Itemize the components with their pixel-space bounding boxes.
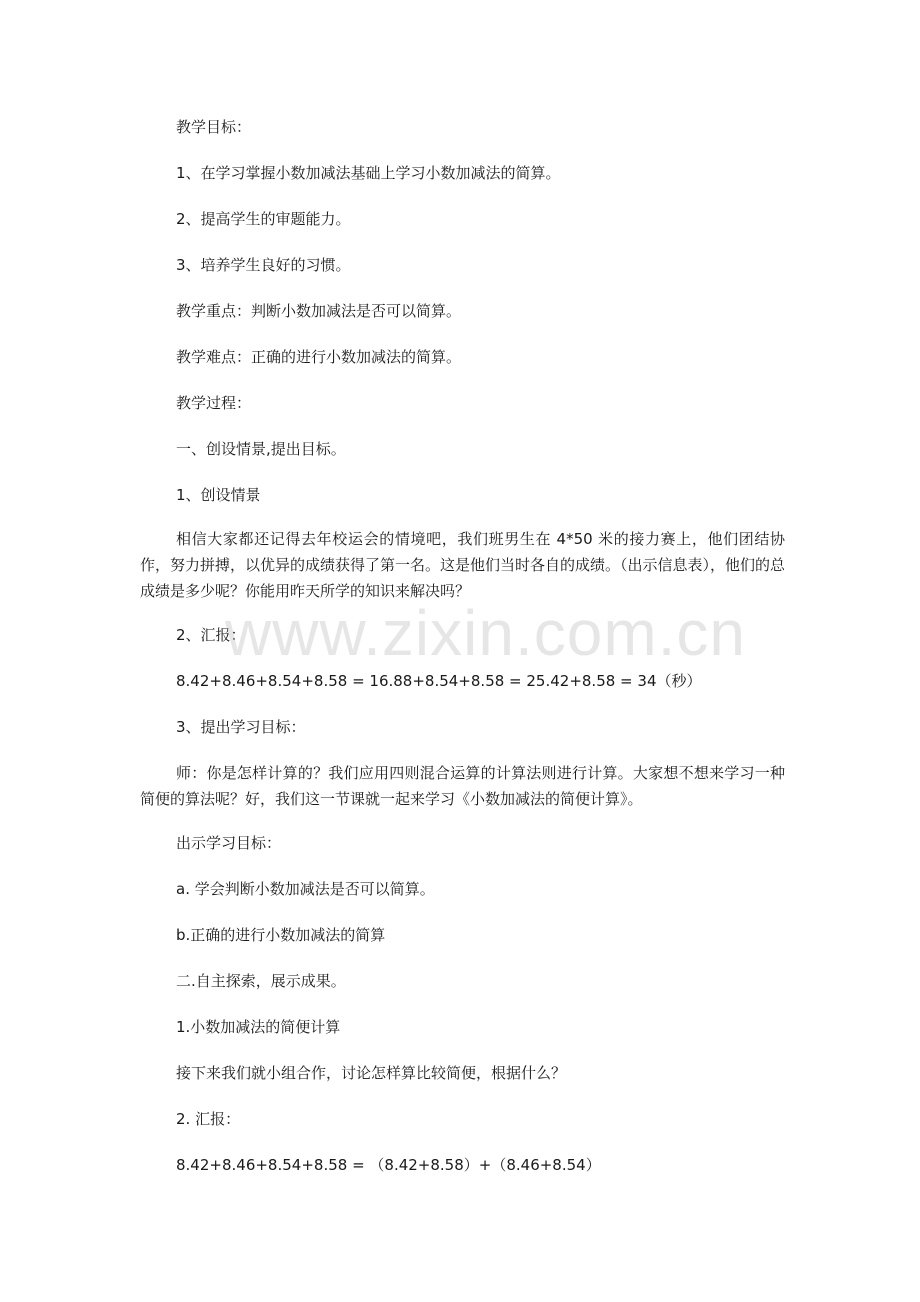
- goals-heading: 教学目标：: [176, 118, 252, 136]
- goal-b: b.正确的进行小数加减法的简算: [176, 926, 386, 944]
- group-work-line: 接下来我们就小组合作，讨论怎样算比较简便，根据什么？: [176, 1064, 567, 1082]
- difficult-point: 教学难点：正确的进行小数加减法的简算。: [176, 348, 462, 366]
- key-point: 教学重点：判断小数加减法是否可以简算。: [176, 302, 462, 320]
- calculation-line-1: 8.42+8.46+8.54+8.58 = 16.88+8.54+8.58 = 25.42+8.58 = 34（秒）: [176, 672, 702, 690]
- teacher-paragraph: 师：你是怎样计算的？我们应用四则混合运算的计算法则进行计算。大家想不想来学习一种简便的算法呢？好，我们这一节课就一起来学习《小数加减法的简便计算》。: [140, 764, 785, 808]
- section-heading-1: 一、创设情景,提出目标。: [176, 440, 346, 458]
- goal-item-2: 2、提高学生的审题能力。: [176, 210, 351, 228]
- step-heading-2: 2、汇报：: [176, 626, 246, 644]
- watermark: www.zixin.com.cn: [225, 597, 746, 669]
- goal-a: a. 学会判断小数加减法是否可以简算。: [176, 880, 435, 898]
- process-heading: 教学过程：: [176, 394, 252, 412]
- section-heading-2: 二.自主探索，展示成果。: [176, 972, 346, 990]
- calculation-line-2: 8.42+8.46+8.54+8.58 = （8.42+8.58）+（8.46+8.54）: [176, 1156, 601, 1174]
- step-heading-1: 1、创设情景: [176, 486, 261, 504]
- report-heading-2: 2. 汇报：: [176, 1110, 241, 1128]
- goal-item-1: 1、在学习掌握小数加减法基础上学习小数加减法的简算。: [176, 164, 561, 182]
- step-heading-3: 3、提出学习目标：: [176, 718, 306, 736]
- goal-item-3: 3、培养学生良好的习惯。: [176, 256, 351, 274]
- scenario-paragraph: 相信大家都还记得去年校运会的情境吧，我们班男生在 4*50 米的接力赛上，他们团结协作，努力拼搏，以优异的成绩获得了第一名。这是他们当时各自的成绩。（出示信息表），他们的总成绩是多少呢？你能用昨天所学的知识来解决吗？: [140, 530, 786, 600]
- sub-heading-1: 1.小数加减法的简便计算: [176, 1018, 341, 1036]
- show-goals-heading: 出示学习目标：: [176, 834, 282, 852]
